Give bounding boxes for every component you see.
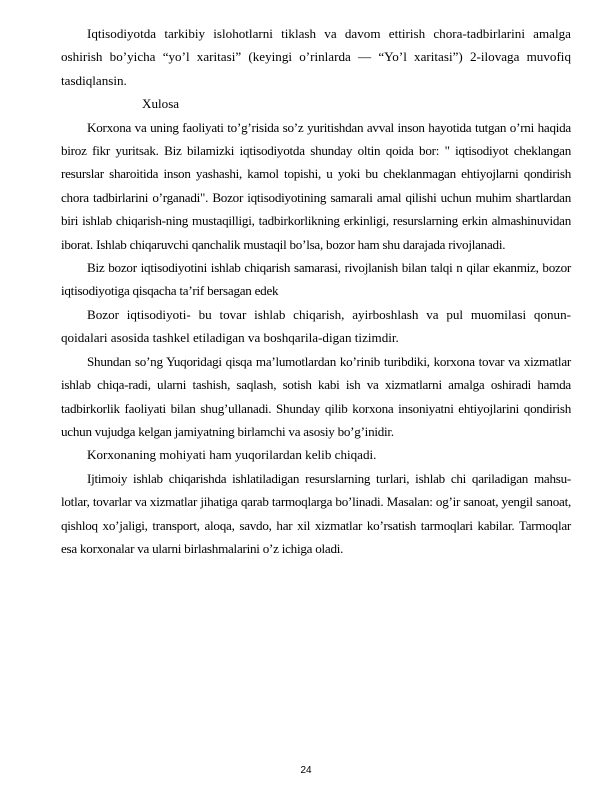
- paragraph-roadmap: Iqtisodiyotda tarkibiy islohotlarni tiklash va davom ettirish chora-tadbirlarini amalga oshirish bo’yicha “yo’l xaritasi” (keyingi o’rinlarda — “Yo’l xaritasi”) 2-ilovaga muvofiq tasdiqlansin.: [61, 26, 571, 88]
- paragraph-conclusion-intro: Korxona va uning faoliyati to’g’risida so’z yuritishdan avval inson hayotida tutgan o’rni haqida biroz fikr yuritsak. Biz bilamizki iqtisodiyotda shunday oltin qoida bor: " iqtisodiyot cheklangan resurslar sharoitida inson yashashi, kamol topishi, u yoki bu cheklanmagan ehtiyojlarni qondirish chora tadbirlarini o’rganadi". Bozor iqtisodiyotining samarali amal qilishi uchun muhim shartlardan biri ishlab chiqarish-ning mustaqilligi, tadbirkorlikning erkinligi, resurslarning erkin almashinuvidan iborat. Ishlab chiqaruvchi qanchalik mustaqil bo’lsa, bozor ham shu darajada rivojlanadi.: [61, 119, 571, 252]
- paragraph-enterprise-essence: Korxonaning mohiyati ham yuqorilardan kelib chiqadi.: [87, 447, 377, 463]
- paragraph-enterprise-role: Shundan so’ng Yuqoridagi qisqa ma’lumotlardan ko’rinib turibdiki, korxona tovar va xizmatlar ishlab chiqa-radi, ularni tashish, saqlash, sotish kabi ish va xizmatlarni amalga oshiradi hamda tadbirkorlik faoliyati bilan shug’ullanadi. Shunday qilib korxona insoniyatni ehtiyojlarini qondirish uchun vujudga kelgan jamiyatning birlamchi va asosiy bo’g’inidir.: [61, 353, 571, 439]
- paragraph-market-economy: Biz bozor iqtisodiyotini ishlab chiqarish samarasi, rivojlanish bilan talqi n qilar ekanmiz, bozor iqtisodiyotiga qisqacha ta’rif bersagan edek: [61, 260, 571, 299]
- document-body: [61, 22, 571, 560]
- paragraph-production-sectors: Ijtimoiy ishlab chiqarishda ishlatiladigan resurslarning turlari, ishlab chi qariladigan mahsu-lotlar, tovarlar va xizmatlar jihatiga qarab tarmoqlarga bo’linadi. Masalan: og’ir sanoat, yengil sanoat, qishloq xo’jaligi, transport, aloqa, savdo, har xil xizmatlar ko’rsatish tarmoqlari kabilar. Tarmoqlar esa korxonalar va ularni birlashmalarini o’z ichiga oladi.: [61, 470, 571, 556]
- page-number: 24: [300, 765, 312, 776]
- paragraph-market-definition: Bozor iqtisodiyoti- bu tovar ishlab chiqarish, ayirboshlash va pul muomilasi qonun-qoidalari asosida tashkel etiladigan va boshqarila-digan tizimdir.: [61, 306, 571, 346]
- section-heading-xulosa: Xulosa: [142, 96, 180, 112]
